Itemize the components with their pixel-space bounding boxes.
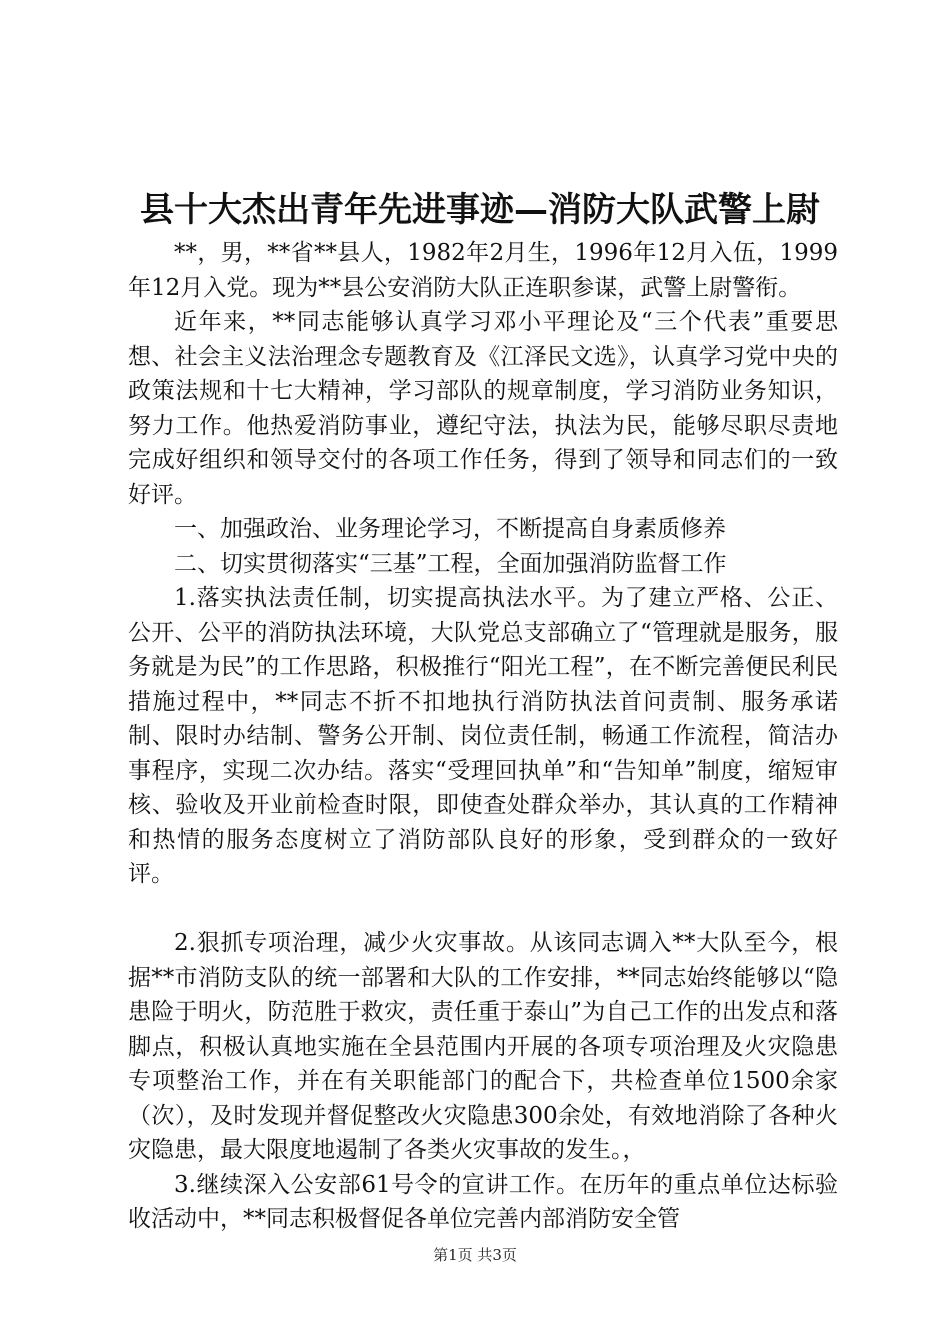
paragraph-item-3: 3.继续深入公安部61号令的宣讲工作。在历年的重点单位达标验收活动中，**同志积极督促各单位完善内部消防安全管 <box>128 1171 838 1232</box>
page-number-footer: 第1页 共3页 <box>433 1246 517 1264</box>
section-heading-2: 二、切实贯彻落实“三基”工程，全面加强消防监督工作 <box>174 550 727 577</box>
page-title: 县十大杰出青年先进事迹—消防大队武警上尉 <box>140 190 820 230</box>
section-heading-1: 一、加强政治、业务理论学习，不断提高自身素质修养 <box>174 516 726 542</box>
document-body <box>128 236 838 1237</box>
paragraph-item-1: 1.落实执法责任制，切实提高执法水平。为了建立严格、公正、公开、公平的消防执法环境，大队党总支部确立了“管理就是服务，服务就是为民”的工作思路，积极推行“阳光工程”，在不断完善便民利民措施过程中，**同志不折不扣地执行消防执法首问责制、服务承诺制、限时办结制、警务公开制、岗位责任制，畅通工作流程，简洁办事程序，实现二次办结。落实“受理回执单”和“告知单”制度，缩短审核、验收及开业前检查时限，即使查处群众举办，其认真的工作精神和热情的服务态度树立了消防部队良好的形象，受到群众的一致好评。 <box>128 585 838 887</box>
paragraph-intro: **，男，**省**县人，1982年2月生，1996年12月入伍，1999年12月入党。现为**县公安消防大队正连职参谋，武警上尉警衔。 <box>128 240 838 301</box>
paragraph-spacer <box>128 892 838 927</box>
paragraph-recent-years: 近年来，**同志能够认真学习邓小平理论及“三个代表”重要思想、社会主义法治理念专题教育及《江泽民文选》，认真学习党中央的政策法规和十七大精神，学习部队的规章制度，学习消防业务知识，努力工作。他热爱消防事业，遵纪守法，执法为民，能够尽职尽责地完成好组织和领导交付的各项工作任务，得到了领导和同志们的一致好评。 <box>128 309 838 508</box>
paragraph-item-2: 2.狠抓专项治理，减少火灾事故。从该同志调入**大队至今，根据**市消防支队的统一部署和大队的工作安排，**同志始终能够以“隐患险于明火，防范胜于救灾，责任重于泰山”为自己工作的出发点和落脚点，积极认真地实施在全县范围内开展的各项专项治理及火灾隐患专项整治工作，并在有关职能部门的配合下，共检查单位1500余家（次），及时发现并督促整改火灾隐患300余处，有效地消除了各种火灾隐患，最大限度地遏制了各类火灾事故的发生。， <box>128 930 838 1163</box>
